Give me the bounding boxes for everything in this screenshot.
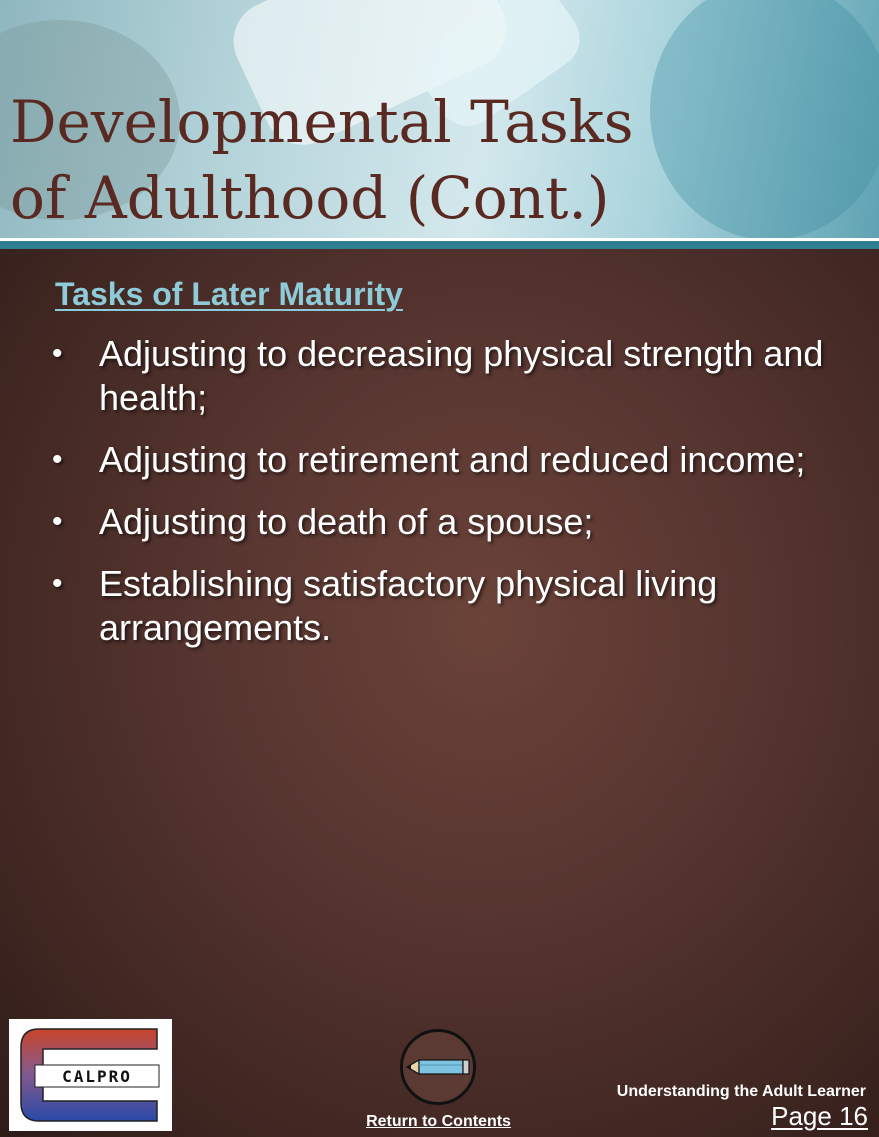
pencil-icon <box>405 1057 471 1077</box>
calpro-logo <box>9 1019 172 1131</box>
accent-band <box>0 241 879 249</box>
bullet-marker: • <box>52 505 63 538</box>
list-item <box>52 438 832 482</box>
bullet-marker: • <box>52 443 63 476</box>
document-title: Understanding the Adult Learner <box>616 1083 866 1100</box>
return-to-contents-button[interactable] <box>400 1029 476 1105</box>
list-item-text: Adjusting to death of a spouse; <box>99 501 594 542</box>
list-item-text: Adjusting to decreasing physical strength and health; <box>99 333 824 418</box>
list-item-text: Establishing satisfactory physical living arrangements. <box>99 563 718 648</box>
page-number-link[interactable]: Page 16 <box>771 1101 868 1131</box>
list-item <box>52 500 832 544</box>
list-item <box>52 332 832 420</box>
logo-wordmark: CALPRO <box>62 1067 132 1086</box>
page-title: Developmental Tasks of Adulthood (Cont.) <box>10 88 634 232</box>
list-item-text: Adjusting to retirement and reduced income; <box>99 439 806 480</box>
header-banner <box>0 0 879 238</box>
task-list <box>52 332 832 668</box>
return-to-contents-link[interactable]: Return to Contents <box>366 1113 511 1130</box>
section-heading: Tasks of Later Maturity <box>55 276 403 312</box>
list-item <box>52 562 832 650</box>
bullet-marker: • <box>52 337 63 370</box>
bullet-marker: • <box>52 567 63 600</box>
